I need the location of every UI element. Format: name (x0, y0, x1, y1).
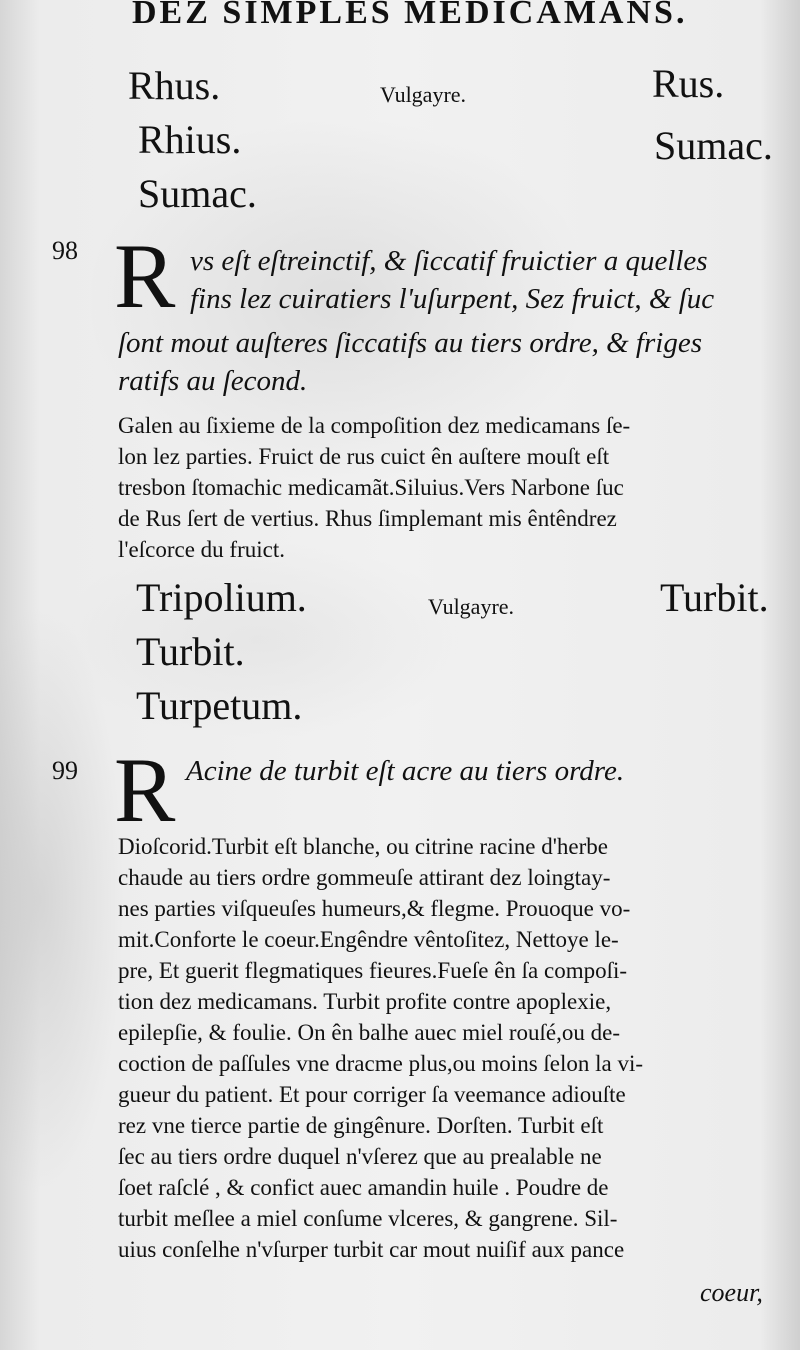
text-line: lon lez parties. Fruict de rus cuict ên auſtere mouſt eſt (118, 444, 610, 469)
headword-latin-1: Tripolium. (136, 575, 307, 620)
text-line: gueur du patient. Et pour corriger ſa veemance adiouſte (118, 1082, 626, 1107)
italic-line: ratifs au ſecond. (118, 365, 308, 397)
italic-line: fins lez cuiratiers l'uſurpent, Sez fruict, & ſuc (190, 283, 715, 315)
text-line: rez vne tierce partie de gingênure. Dorſten. Turbit eſt (118, 1113, 604, 1138)
italic-line: Acine de turbit eſt acre au tiers ordre. (186, 755, 625, 787)
text-line: ſoet raſclé , & confict auec amandin huile . Poudre de (118, 1175, 609, 1200)
text-line: uius conſelhe n'vſurper turbit car mout nuiſif aux pance (118, 1237, 625, 1262)
vulgar-label: Vulgayre. (380, 82, 467, 107)
headword-latin-2: Rhius. (138, 117, 242, 162)
text-line: tion dez medicamans. Turbit profite contre apoplexie, (118, 989, 612, 1014)
drop-cap: R (114, 739, 176, 841)
text-line: tresbon ſtomachic medicamãt.Siluius.Vers Narbone ſuc (118, 475, 624, 500)
text-line: chaude au tiers ordre gommeuſe attirant dez loingtay- (118, 865, 611, 890)
catchword: coeur, (700, 1278, 763, 1307)
text-line: mit.Conforte le coeur.Engêndre vêntoſitez, Nettoye le- (118, 927, 619, 952)
text-line: Galen au ſixieme de la compoſition dez medicamans ſe- (118, 413, 631, 438)
running-head: DEZ SIMPLES MEDICAMANS. (132, 0, 688, 31)
text-line: epilepſie, & foulie. On ên balhe auec miel rouſé,ou de- (118, 1020, 620, 1045)
text-line: de Rus ſert de vertius. Rhus ſimplemant mis êntêndrez (118, 506, 617, 531)
headword-latin-1: Rhus. (128, 63, 221, 108)
text-line: l'eſcorce du fruict. (118, 537, 285, 562)
headword-latin-3: Sumac. (138, 171, 257, 216)
headword-vulgar-1: Turbit. (660, 575, 769, 620)
headword-vulgar-2: Sumac. (654, 123, 773, 168)
paragraph-number: 98 (52, 236, 78, 265)
text-line: pre, Et guerit flegmatiques fieures.Fueſe ên ſa compoſi- (118, 958, 628, 983)
italic-line: ſont mout auſteres ſiccatifs au tiers ordre, & friges (118, 327, 702, 359)
text-line: nes parties viſqueuſes humeurs,& flegme. Prouoque vo- (118, 896, 631, 921)
headword-vulgar-1: Rus. (652, 61, 725, 106)
text-line: coction de paſſules vne dracme plus,ou moins ſelon la vi- (118, 1051, 644, 1076)
text-line: ſec au tiers ordre duquel n'vſerez que au prealable ne (118, 1144, 602, 1169)
text-line: turbit meſlee a miel conſume vlceres, & gangrene. Sil- (118, 1206, 618, 1231)
italic-line: vs eſt eſtreinctif, & ſiccatif fruictier a quelles (190, 245, 708, 277)
headword-latin-3: Turpetum. (136, 683, 303, 728)
headword-latin-2: Turbit. (136, 629, 245, 674)
drop-cap: R (114, 225, 176, 327)
text-line: Dioſcorid.Turbit eſt blanche, ou citrine racine d'herbe (118, 834, 608, 859)
vulgar-label: Vulgayre. (428, 594, 515, 619)
paragraph-number: 99 (52, 756, 78, 785)
